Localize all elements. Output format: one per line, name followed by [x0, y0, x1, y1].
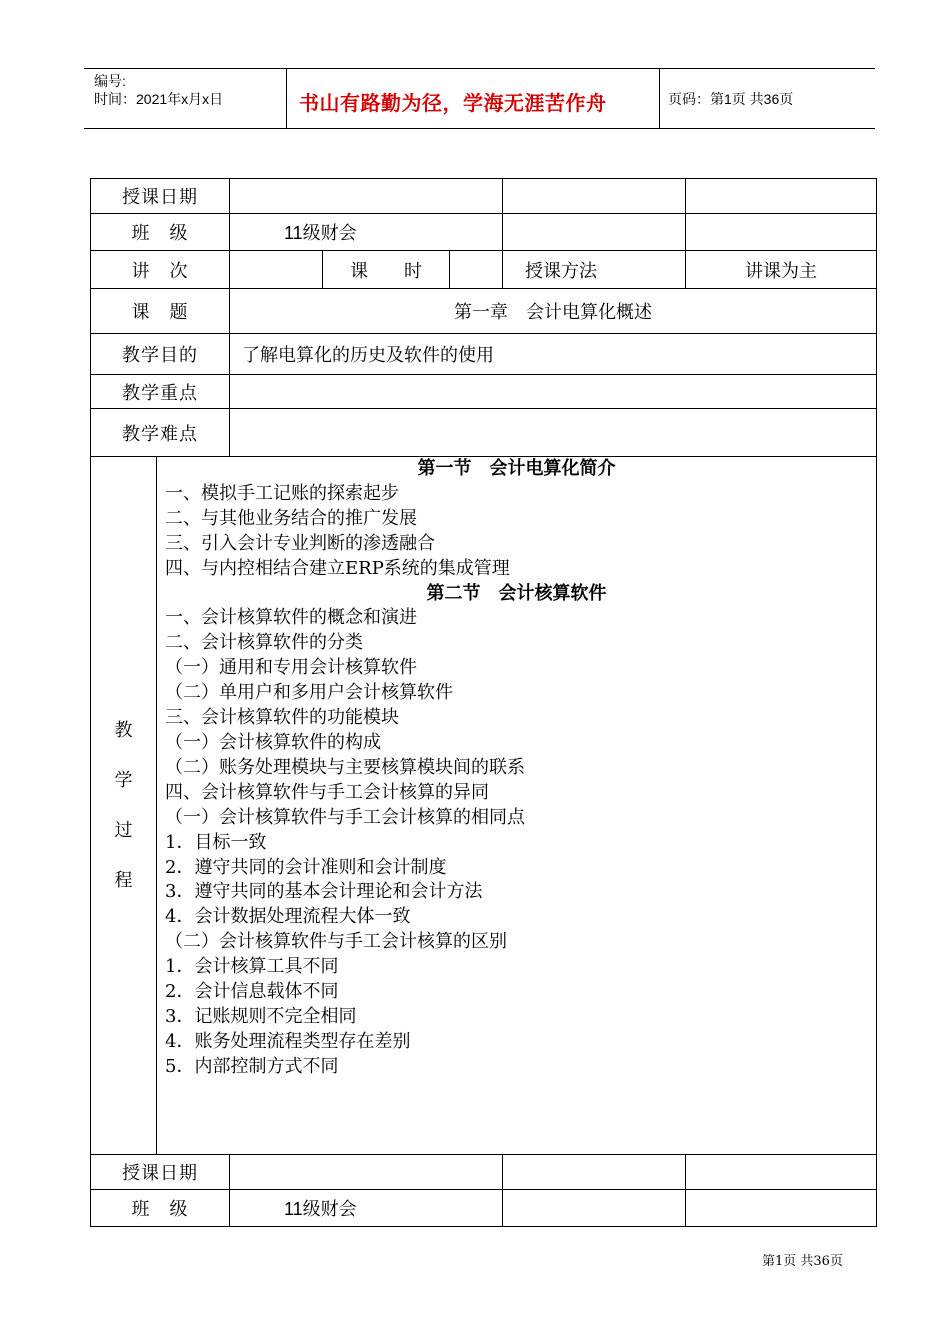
header-bottom-rule	[84, 128, 875, 129]
header-motto: 书山有路勤为径，学海无涯苦作舟	[299, 91, 607, 115]
class-cell-2	[503, 214, 686, 251]
goal-label: 教学目的	[91, 334, 230, 375]
hours-label: 课 时	[323, 251, 450, 289]
focus-label: 教学重点	[91, 375, 230, 409]
date-label: 授课日期	[91, 179, 230, 214]
outline-item: 二、会计核算软件的分类	[165, 632, 363, 654]
outline-item: 一、会计核算软件的概念和演进	[165, 607, 417, 629]
header-divider-left	[286, 68, 287, 128]
section-heading: 第一节 会计电算化简介	[417, 458, 616, 479]
process-label-char: 教	[114, 719, 133, 741]
row-class-2	[91, 1190, 877, 1227]
outline-item: 4．账务处理流程类型存在差别	[165, 1030, 411, 1052]
outline-item: （二）单用户和多用户会计核算软件	[165, 682, 453, 704]
outline-item: 二、与其他业务结合的推广发展	[165, 507, 417, 529]
date-label-2: 授课日期	[91, 1155, 230, 1190]
date2-cell-1	[230, 1155, 503, 1190]
outline-item: 3．记账规则不完全相同	[165, 1005, 357, 1027]
class-cell-3	[686, 214, 877, 251]
outline-item: 四、会计核算软件与手工会计核算的异同	[165, 781, 489, 803]
outline-item: 1．会计核算工具不同	[165, 956, 339, 978]
outline-item: 一、模拟手工记账的探索起步	[165, 482, 399, 504]
session-label: 讲 次	[91, 251, 230, 289]
class-label-2: 班 级	[91, 1190, 230, 1227]
session-value	[230, 251, 323, 289]
process-label	[91, 457, 157, 1155]
footer-page-info: 第1页 共36页	[762, 1254, 843, 1269]
process-label-char: 学	[114, 769, 133, 791]
topic-value: 第一章 会计电算化概述	[230, 289, 877, 334]
lesson-plan-table	[90, 178, 877, 1227]
outline-item: 三、会计核算软件的功能模块	[165, 707, 399, 729]
class2-cell-3	[686, 1190, 877, 1227]
class-value: 11级财会	[230, 214, 503, 251]
row-date	[91, 179, 877, 214]
outline-item: 1．目标一致	[165, 831, 267, 853]
method-label: 授课方法	[503, 251, 686, 289]
date2-cell-2	[503, 1155, 686, 1190]
row-focus	[91, 375, 877, 409]
difficulty-value	[230, 409, 877, 457]
header-divider-right	[659, 68, 660, 128]
document-date: 时间：2021年x月x日	[94, 91, 224, 107]
outline-item: （二）账务处理模块与主要核算模块间的联系	[165, 756, 525, 778]
process-lines	[165, 457, 868, 1080]
outline-item: 4．会计数据处理流程大体一致	[165, 906, 411, 928]
row-difficulty	[91, 409, 877, 457]
header-page-info: 页码：第1页 共36页	[668, 91, 794, 107]
date-cell-3	[686, 179, 877, 214]
process-label-char: 过	[114, 819, 133, 841]
class2-cell-2	[503, 1190, 686, 1227]
difficulty-label: 教学难点	[91, 409, 230, 457]
method-value: 讲课为主	[686, 251, 877, 289]
outline-item: 3．遵守共同的基本会计理论和会计方法	[165, 881, 483, 903]
outline-item: 四、与内控相结合建立ERP系统的集成管理	[165, 557, 510, 579]
outline-item: 5．内部控制方式不同	[165, 1055, 339, 1077]
section-heading: 第二节 会计核算软件	[426, 582, 607, 604]
outline-item: （一）会计核算软件的构成	[165, 731, 381, 753]
process-content	[157, 457, 877, 1155]
focus-value	[230, 375, 877, 409]
document-number-label: 编号:	[94, 73, 126, 89]
class-value-2: 11级财会	[230, 1190, 503, 1227]
outline-item: 2．会计信息载体不同	[165, 981, 339, 1003]
outline-item: （一）会计核算软件与手工会计核算的相同点	[165, 806, 525, 828]
goal-value: 了解电算化的历史及软件的使用	[230, 334, 877, 375]
date2-cell-3	[686, 1155, 877, 1190]
row-date-2	[91, 1155, 877, 1190]
row-process	[91, 457, 877, 1155]
row-class	[91, 214, 877, 251]
hours-value	[450, 251, 503, 289]
header-top-rule	[84, 68, 875, 69]
row-session	[91, 251, 877, 289]
date-cell-2	[503, 179, 686, 214]
outline-item: 三、引入会计专业判断的渗透融合	[165, 532, 435, 554]
outline-item: （一）通用和专用会计核算软件	[165, 657, 417, 679]
outline-item: （二）会计核算软件与手工会计核算的区别	[165, 931, 507, 953]
date-cell-1	[230, 179, 503, 214]
process-label-char: 程	[114, 869, 133, 891]
outline-item: 2．遵守共同的会计准则和会计制度	[165, 856, 447, 878]
row-goal	[91, 334, 877, 375]
class-label: 班 级	[91, 214, 230, 251]
topic-label: 课 题	[91, 289, 230, 334]
row-topic	[91, 289, 877, 334]
